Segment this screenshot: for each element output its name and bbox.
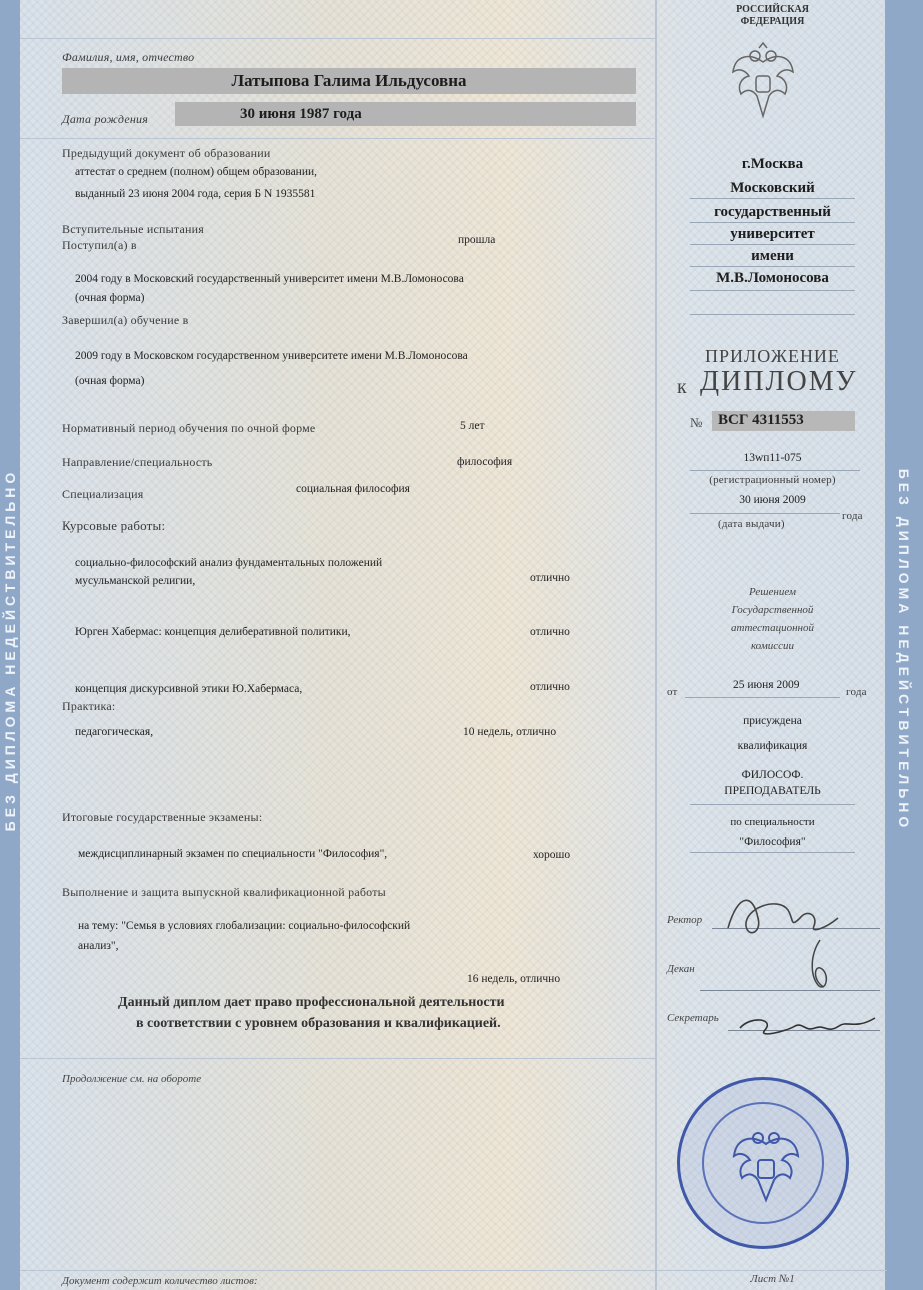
issue-label: (дата выдачи) bbox=[718, 518, 785, 530]
thesis-label: Выполнение и защита выпускной квалификационной работы bbox=[62, 885, 386, 899]
sheet-label: Лист №1 bbox=[750, 1273, 795, 1285]
prev-doc-line1: аттестат о среднем (полном) общем образовании, bbox=[75, 166, 318, 178]
issue-underline bbox=[690, 513, 840, 514]
univ-line-1: г.Москва bbox=[741, 156, 804, 172]
univ-underline-2 bbox=[690, 222, 855, 223]
dean-sign-line bbox=[700, 990, 880, 991]
fio-label: Фамилия, имя, отчество bbox=[62, 50, 195, 64]
footer-rule bbox=[20, 1058, 655, 1059]
practice-item: педагогическая, bbox=[75, 726, 154, 738]
decision-line-1: Решением bbox=[749, 586, 796, 598]
appendix-title: ПРИЛОЖЕНИЕ bbox=[705, 346, 840, 366]
dean-label: Декан bbox=[667, 963, 695, 975]
date-of-birth: 30 июня 1987 года bbox=[240, 106, 362, 122]
univ-underline-1 bbox=[690, 198, 855, 199]
coursework-1-grade: отлично bbox=[530, 572, 570, 584]
awarded: присуждена bbox=[743, 715, 802, 727]
appendix-k: к bbox=[677, 376, 687, 398]
rights-line1: Данный диплом дает право профессиональной деятельности bbox=[118, 995, 505, 1010]
number-prefix: № bbox=[690, 415, 703, 430]
decision-line-2: Государственной bbox=[731, 604, 814, 616]
sheets-note: Документ содержит количество листов: bbox=[62, 1275, 258, 1287]
qualification-line2: ПРЕПОДАВАТЕЛЬ bbox=[724, 785, 821, 797]
issue-year-suffix: года bbox=[842, 510, 863, 522]
country-line1: РОССИЙСКАЯ bbox=[736, 4, 809, 15]
thesis-grade: 16 недель, отлично bbox=[467, 973, 561, 985]
entrance-label: Вступительные испытания bbox=[62, 222, 205, 236]
decision-date: 25 июня 2009 bbox=[733, 679, 800, 691]
specialization-label: Специализация bbox=[62, 487, 144, 501]
practice-grade: 10 недель, отлично bbox=[463, 726, 557, 738]
exams-label: Итоговые государственные экзамены: bbox=[62, 810, 263, 824]
right-security-strip bbox=[885, 0, 923, 1290]
column-divider bbox=[655, 0, 657, 1290]
specialization-value: социальная философия bbox=[296, 483, 410, 495]
dean-signature-icon bbox=[800, 935, 840, 995]
coursework-1-line1: социально-философский анализ фундаментальных положений bbox=[75, 557, 383, 569]
period-label: Нормативный период обучения по очной форме bbox=[62, 421, 316, 435]
header-rule bbox=[20, 138, 655, 139]
specialty-value: "Философия" bbox=[739, 836, 806, 848]
finished-label: Завершил(а) обучение в bbox=[62, 313, 189, 327]
enrolled-line1: 2004 году в Московский государственный университет имени М.В.Ломоносова bbox=[75, 273, 464, 285]
coursework-2-grade: отлично bbox=[530, 626, 570, 638]
issue-date: 30 июня 2009 bbox=[739, 494, 806, 506]
decision-line-4: комиссии bbox=[750, 640, 795, 652]
coursework-1-line2: мусульманской религии, bbox=[75, 575, 196, 587]
univ-line-6: М.В.Ломоносова bbox=[716, 270, 829, 286]
appendix-diploma: ДИПЛОМУ bbox=[700, 366, 858, 397]
full-name: Латыпова Галима Ильдусовна bbox=[231, 71, 467, 90]
univ-line-5: имени bbox=[751, 248, 794, 264]
reg-label: (регистрационный номер) bbox=[709, 474, 836, 486]
practice-label: Практика: bbox=[62, 699, 116, 713]
finished-line1: 2009 году в Московском государственном университете имени М.В.Ломоносова bbox=[75, 350, 468, 362]
finished-line2: (очная форма) bbox=[75, 375, 145, 387]
coursework-3-line1: концепция дискурсивной этики Ю.Хабермаса, bbox=[75, 683, 303, 695]
univ-line-3: государственный bbox=[714, 204, 831, 220]
bottom-rule bbox=[20, 1270, 887, 1271]
direction-label: Направление/специальность bbox=[62, 455, 213, 469]
dob-label: Дата рождения bbox=[62, 112, 148, 126]
rights-line2: в соответствии с уровнем образования и квалификацией. bbox=[136, 1016, 501, 1031]
decision-year-suffix: года bbox=[846, 686, 867, 698]
secretary-signature-icon bbox=[735, 1008, 885, 1042]
qualification-line1: ФИЛОСОФ. bbox=[741, 769, 804, 781]
univ-underline-4 bbox=[690, 266, 855, 267]
coat-of-arms-icon bbox=[729, 42, 797, 122]
univ-underline-6 bbox=[690, 314, 855, 315]
prev-doc-label: Предыдущий документ об образовании bbox=[62, 146, 271, 160]
official-seal bbox=[677, 1077, 849, 1249]
decision-line-3: аттестационной bbox=[731, 622, 814, 634]
thesis-line1: на тему: "Семья в условиях глобализации: социально-философский bbox=[78, 920, 411, 932]
period-value: 5 лет bbox=[460, 420, 485, 432]
continue-note: Продолжение см. на обороте bbox=[62, 1073, 202, 1085]
direction-value: философия bbox=[457, 456, 513, 468]
left-strip-text: БЕЗ ДИПЛОМА НЕДЕЙСТВИТЕЛЬНО bbox=[2, 468, 18, 832]
coursework-3-grade: отлично bbox=[530, 681, 570, 693]
coursework-2-line1: Юрген Хабермас: концепция делиберативной политики, bbox=[75, 626, 351, 638]
reg-number: 13wп11-075 bbox=[743, 452, 802, 464]
enrolled-line2: (очная форма) bbox=[75, 292, 145, 304]
exam-grade: хорошо bbox=[533, 849, 571, 861]
univ-line-4: университет bbox=[730, 226, 815, 242]
right-strip-text: БЕЗ ДИПЛОМА НЕДЕЙСТВИТЕЛЬНО bbox=[896, 468, 912, 832]
rector-label: Ректор bbox=[667, 914, 703, 926]
univ-underline-3 bbox=[690, 244, 855, 245]
univ-line-2: Московский bbox=[730, 180, 815, 196]
specialty-label: по специальности bbox=[730, 816, 815, 828]
top-rule bbox=[20, 38, 655, 39]
univ-underline-5 bbox=[690, 290, 855, 291]
diploma-number: ВСГ 4311553 bbox=[718, 412, 804, 428]
qualification-label: квалификация bbox=[737, 740, 808, 752]
specialty-underline bbox=[690, 852, 855, 853]
seal-eagle-icon bbox=[716, 1116, 816, 1216]
left-security-strip bbox=[0, 0, 20, 1290]
qualification-underline bbox=[690, 804, 855, 805]
from-label: от bbox=[667, 686, 678, 698]
reg-underline bbox=[690, 470, 860, 471]
decision-underline bbox=[685, 697, 840, 698]
coursework-label: Курсовые работы: bbox=[62, 518, 166, 533]
entrance-value: прошла bbox=[458, 234, 496, 246]
enrolled-label: Поступил(а) в bbox=[62, 238, 137, 252]
prev-doc-line2: выданный 23 июня 2004 года, серия Б N 1935581 bbox=[75, 188, 316, 200]
exam-item: междисциплинарный экзамен по специальности "Философия", bbox=[78, 848, 388, 860]
secretary-label: Секретарь bbox=[667, 1012, 719, 1024]
country-line2: ФЕДЕРАЦИЯ bbox=[740, 16, 805, 27]
thesis-line2: анализ", bbox=[78, 940, 119, 952]
